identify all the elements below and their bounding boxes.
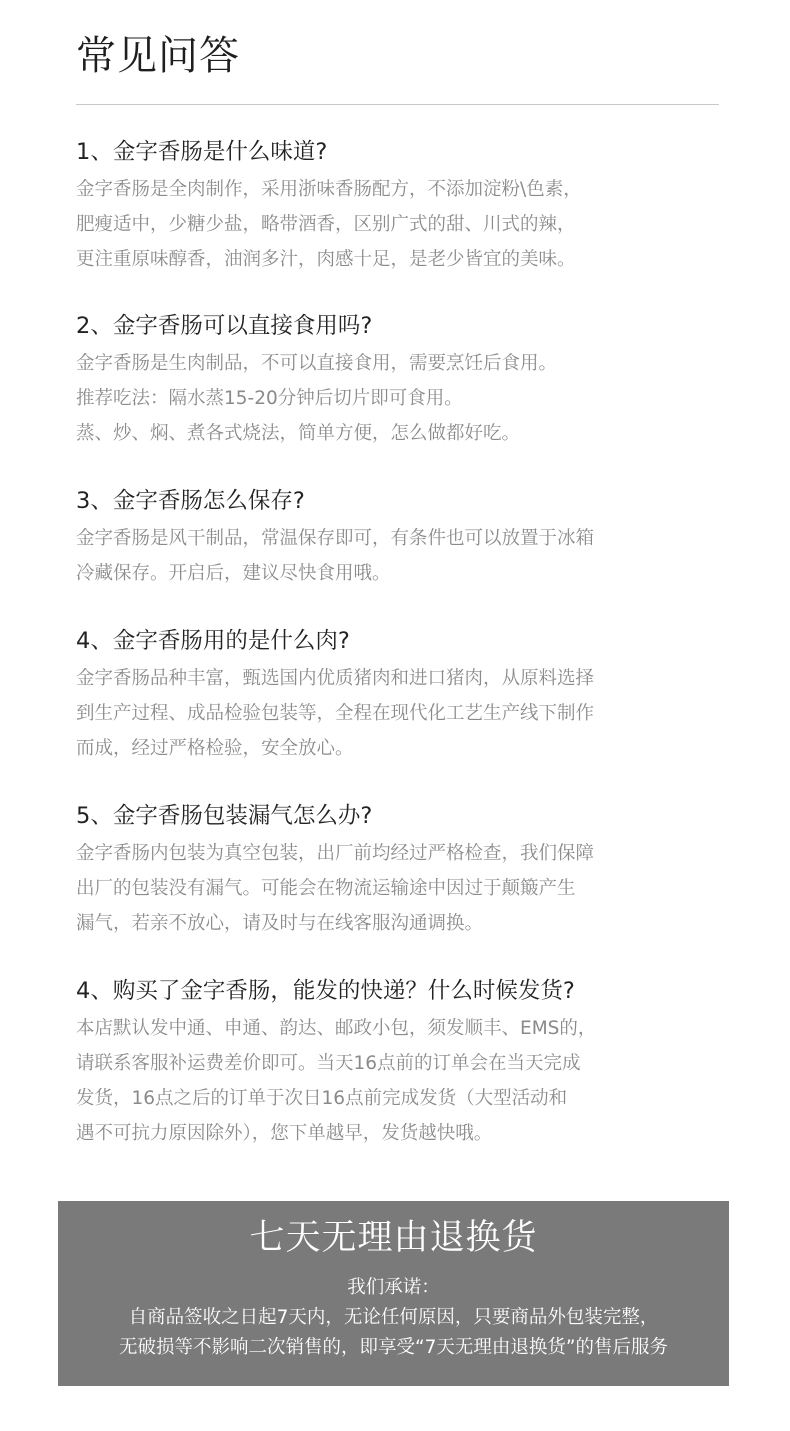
faq-item-6 [76, 976, 696, 1151]
faq-answer-line: 金字香肠内包装为真空包装，出厂前均经过严格检查，我们保障 [76, 843, 595, 864]
return-policy-line: 无破损等不影响二次销售的，即享受“7天无理由退换货”的售后服务 [119, 1337, 668, 1358]
title-divider [76, 104, 719, 105]
faq-item-4 [76, 626, 696, 766]
faq-answer-line: 请联系客服补运费差价即可。当天16点前的订单会在当天完成 [76, 1053, 581, 1074]
faq-answer-line: 而成，经过严格检验，安全放心。 [76, 738, 354, 759]
faq-question: 5、金字香肠包装漏气怎么办? [76, 803, 373, 829]
faq-answer-line: 肥瘦适中，少糖少盐，略带酒香，区别广式的甜、川式的辣， [76, 214, 576, 235]
faq-item-5 [76, 801, 696, 941]
faq-item-2 [76, 311, 696, 451]
faq-question: 2、金字香肠可以直接食用吗? [76, 313, 373, 339]
faq-answer-line: 出厂的包装没有漏气。可能会在物流运输途中因过于颠簸产生 [76, 878, 576, 899]
faq-question: 4、金字香肠用的是什么肉? [76, 628, 350, 654]
faq-question: 3、金字香肠怎么保存? [76, 488, 305, 514]
faq-answer-line: 金字香肠品种丰富，甄选国内优质猪肉和进口猪肉，从原料选择 [76, 668, 595, 689]
faq-answer-line: 金字香肠是全肉制作，采用浙味香肠配方，不添加淀粉\色素， [76, 179, 582, 200]
faq-answer-line: 金字香肠是生肉制品，不可以直接食用，需要烹饪后食用。 [76, 353, 558, 374]
faq-answer-line: 冷藏保存。开启后，建议尽快食用哦。 [76, 563, 391, 584]
return-policy-subtitle: 我们承诺： [347, 1277, 440, 1298]
faq-answer-line: 发货，16点之后的订单于次日16点前完成发货（大型活动和 [76, 1088, 568, 1109]
faq-answer-line: 蒸、炒、焖、煮各式烧法，简单方便，怎么做都好吃。 [76, 423, 521, 444]
faq-answer-line: 遇不可抗力原因除外），您下单越早，发货越快哦。 [76, 1123, 493, 1144]
return-policy-title: 七天无理由退换货 [249, 1218, 538, 1258]
faq-answer-line: 更注重原味醇香，油润多汁，肉感十足，是老少皆宜的美味。 [76, 249, 576, 270]
return-policy-line: 自商品签收之日起7天内，无论任何原因，只要商品外包装完整， [128, 1307, 659, 1328]
return-policy-banner [58, 1201, 729, 1386]
faq-question: 1、金字香肠是什么味道? [76, 139, 328, 165]
faq-answer-line: 到生产过程、成品检验包装等，全程在现代化工艺生产线下制作 [76, 703, 595, 724]
faq-item-3 [76, 486, 696, 591]
faq-question: 4、购买了金字香肠，能发的快递？什么时候发货? [76, 978, 575, 1004]
faq-answer-line: 推荐吃法：隔水蒸15-20分钟后切片即可食用。 [76, 388, 463, 409]
faq-answer-line: 本店默认发中通、申通、韵达、邮政小包，须发顺丰、EMS的， [76, 1018, 597, 1039]
page-title: 常见问答 [76, 33, 240, 79]
faq-answer-line: 金字香肠是风干制品，常温保存即可，有条件也可以放置于冰箱 [76, 528, 595, 549]
faq-answer-line: 漏气，若亲不放心，请及时与在线客服沟通调换。 [76, 913, 484, 934]
faq-item-1 [76, 137, 696, 277]
